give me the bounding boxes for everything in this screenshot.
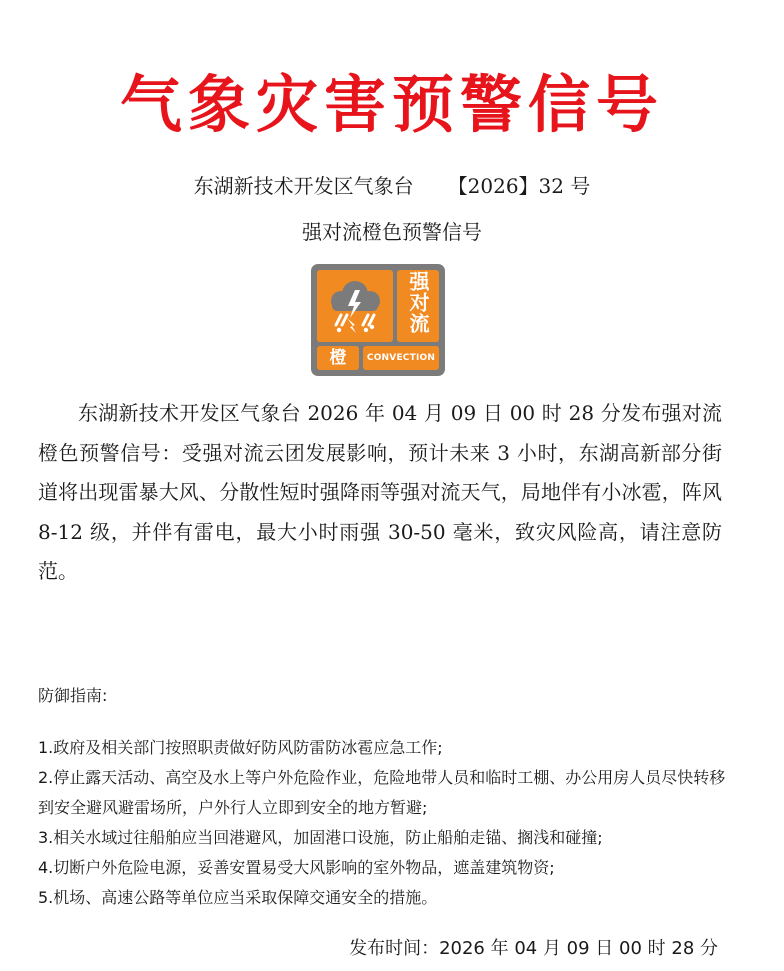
list-item: 3.相关水域过往船舶应当回港避风，加固港口设施，防止船舶走锚、搁浅和碰撞; (38, 828, 603, 847)
signal-name: 强对流橙色预警信号 (302, 220, 482, 244)
document-number: 【2026】32 号 (447, 174, 591, 198)
list-item: 2.停止露天活动、高空及水上等户外危险作业，危险地带人员和临时工棚、办公用房人员尽快转移到安全避风避雷场所，户外行人立即到安全的地方暂避; (38, 768, 726, 817)
issuer-name: 东湖新技术开发区气象台 (193, 174, 414, 198)
badge-english-label: CONVECTION (363, 346, 439, 370)
list-item: 5.机场、高速公路等单位应当采取保障交通安全的措施。 (38, 888, 438, 907)
guide-heading: 防御指南: (38, 686, 108, 705)
list-item: 1.政府及相关部门按照职责做好防风防雷防冰雹应急工作; (38, 738, 443, 757)
badge-category-text (397, 270, 439, 342)
page-title: 气象灾害预警信号 (119, 68, 664, 141)
list-item: 4.切断户外危险电源，妥善安置易受大风影响的室外物品，遮盖建筑物资; (38, 858, 555, 877)
warning-badge (311, 264, 445, 376)
issue-time: 发布时间：2026 年 04 月 09 日 00 时 28 分 (349, 938, 718, 959)
badge-category-label: 强对流 (406, 271, 430, 334)
issuer-line (0, 171, 784, 201)
badge-level-label: 橙 (317, 346, 359, 370)
warning-body-text: 东湖新技术开发区气象台 2026 年 04 月 09 日 00 时 28 分发布强对流橙色预警信号：受强对流云团发展影响，预计未来 3 小时，东湖高新部分街道将出现雷暴大风、分散性短时强降雨等强对流天气，局地伴有小冰雹，阵风 8-12 级，并伴有雷电，最大小时雨强 30-50 毫米，致灾风险高，请注意防范。 (38, 401, 722, 583)
thunderstorm-icon (317, 270, 393, 342)
guide-list (38, 733, 728, 913)
